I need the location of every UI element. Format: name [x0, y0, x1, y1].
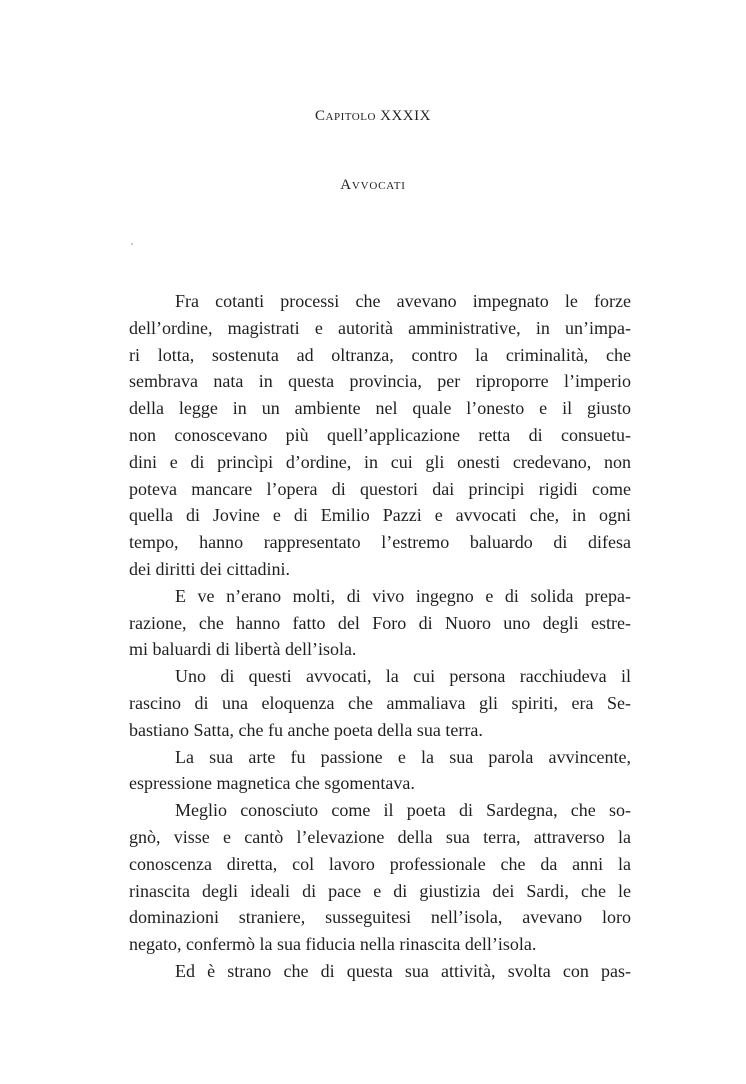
scan-speck	[131, 243, 133, 245]
chapter-title: Avvocati	[340, 177, 406, 193]
text-line: ri lotta, sostenuta ad oltranza, contro la criminalità, che	[129, 344, 631, 365]
text-line: dei diritti dei cittadini.	[129, 558, 290, 579]
text-line: dominazioni straniere, susseguitesi nell’isola, avevano loro	[129, 907, 631, 928]
text-line: rinascita degli ideali di pace e di giustizia dei Sardi, che le	[129, 880, 631, 901]
text-line: La sua arte fu passione e la sua parola avvincente,	[175, 746, 631, 767]
text-line: bastiano Satta, che fu anche poeta della sua terra.	[129, 719, 483, 740]
text-line: negato, confermò la sua fiducia nella rinascita dell’isola.	[129, 934, 537, 955]
text-line: mi baluardi di libertà dell’isola.	[129, 639, 357, 660]
text-line: tempo, hanno rappresentato l’estremo baluardo di difesa	[129, 532, 631, 553]
text-line: sembrava nata in questa provincia, per riproporre l’imperio	[129, 371, 631, 392]
text-line: non conoscevano più quell’applicazione retta di consuetu-	[129, 424, 631, 445]
text-line: Fra cotanti processi che avevano impegnato le forze	[175, 291, 631, 311]
text-line: della legge in un ambiente nel quale l’onesto e il giusto	[129, 398, 631, 419]
text-line: gnò, visse e cantò l’elevazione della sua terra, attraverso la	[129, 826, 631, 847]
text-line: espressione magnetica che sgomentava.	[129, 773, 415, 794]
text-line: dell’ordine, magistrati e autorità amministrative, in un’impa-	[129, 317, 631, 338]
chapter-number: Capitolo XXXIX	[315, 108, 431, 124]
text-line: Ed è strano che di questa sua attività, svolta con pas-	[175, 960, 631, 981]
text-line: poteva mancare l’opera di questori dai principi rigidi come	[129, 478, 631, 499]
text-line: conoscenza diretta, col lavoro professionale che da anni la	[129, 853, 631, 874]
text-line: E ve n’erano molti, di vivo ingegno e di solida prepa-	[175, 585, 631, 606]
text-line: Uno di questi avvocati, la cui persona racchiudeva il	[175, 666, 631, 687]
text-line: rascino di una eloquenza che ammaliava gli spiriti, era Se-	[129, 692, 631, 713]
text-line: Meglio conosciuto come il poeta di Sardegna, che so-	[175, 800, 631, 821]
text-line: dini e di princìpi d’ordine, in cui gli onesti credevano, non	[129, 451, 631, 472]
text-line: quella di Jovine e di Emilio Pazzi e avvocati che, in ogni	[129, 505, 631, 526]
text-line: razione, che hanno fatto del Foro di Nuoro uno degli estre-	[129, 612, 631, 633]
body-text	[129, 288, 631, 985]
